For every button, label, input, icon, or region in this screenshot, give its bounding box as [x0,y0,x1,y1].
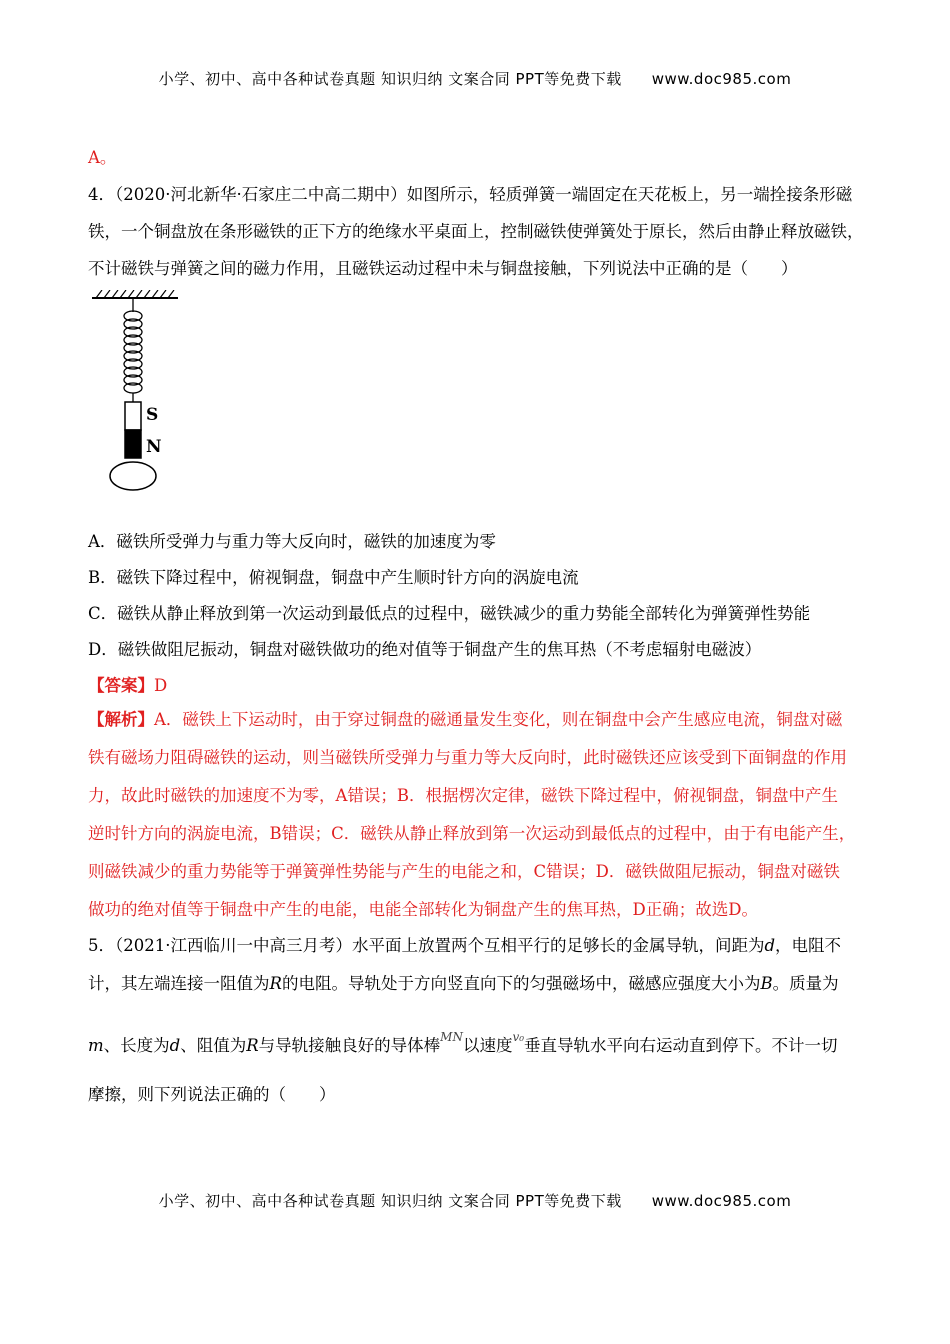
q4-option-c: C．磁铁从静止释放到第一次运动到最低点的过程中，磁铁减少的重力势能全部转化为弹簧弹性势能 [88,604,811,623]
q5-stem-line-2 [88,974,839,994]
spring-coils [124,311,142,393]
q5-symbol-v0: v₀ [512,1030,525,1044]
q5-line2-c: 。质量为 [772,974,839,993]
q5-line3-e: 垂直导轨水平向右运动直到停下。不计一切 [524,1036,838,1055]
q5-stem-line-4: 摩擦，则下列说法正确的（ ） [88,1085,336,1104]
q5-var-m: m [88,1036,104,1055]
magnet-s-pole [125,402,141,430]
page-footer [0,1190,950,1211]
header-text: 小学、初中、高中各种试卷真题 知识归纳 文案合同 PPT等免费下载 [158,70,622,88]
q4-analysis-line-2: 铁有磁场力阻碍磁铁的运动，则当磁铁所受弹力与重力等大反向时，此时磁铁还应该受到下面铜盘的作用 [88,748,847,767]
previous-answer: A。 [88,148,117,167]
q5-line1-text: 5．（2021·江西临川一中高三月考）水平面上放置两个互相平行的足够长的金属导轨，间距为 [88,936,765,955]
q4-analysis-line-5: 则磁铁减少的重力势能等于弹簧弹性势能与产生的电能之和，C错误；D．磁铁做阻尼振动，铜盘对磁铁 [88,862,840,881]
q5-line3-c: 与导轨接触良好的导体棒 [258,1036,441,1055]
page-header [0,68,950,89]
copper-disc [110,462,156,490]
q5-var-d: d [764,936,776,955]
q5-line3-a: 、长度为 [103,1036,170,1055]
q4-option-d: D．磁铁做阻尼振动，铜盘对磁铁做功的绝对值等于铜盘产生的焦耳热（不考虑辐射电磁波） [88,640,762,659]
label-s: S [146,405,159,425]
footer-url[interactable]: www.doc985.com [651,1192,792,1210]
q5-line1-tail: ，电阻不 [775,936,842,955]
analysis-text-1: A．磁铁上下运动时，由于穿过铜盘的磁通量发生变化，则在铜盘中会产生感应电流，铜盘对磁 [154,710,843,729]
q5-symbol-mn: MN [440,1030,463,1044]
q5-var-b: B [760,974,773,993]
spring-magnet-figure [90,290,200,504]
q5-line3-d: 以速度 [462,1036,513,1055]
q5-line2-b: 的电阻。导轨处于方向竖直向下的匀强磁场中，磁感应强度大小为 [281,974,761,993]
label-n: N [146,437,162,457]
header-url[interactable]: www.doc985.com [651,70,792,88]
q4-answer [88,676,167,696]
q4-stem-line-2: 铁，一个铜盘放在条形磁铁的正下方的绝缘水平桌面上，控制磁铁使弹簧处于原长，然后由静止释放磁铁， [88,222,864,241]
q4-analysis-line-6: 做功的绝对值等于铜盘中产生的电能，电能全部转化为铜盘产生的焦耳热，D正确；故选D。 [88,900,758,919]
q5-var-r: R [269,974,282,993]
magnet-n-pole [125,430,141,458]
ceiling-hatch [96,290,174,298]
q5-var-d2: d [169,1036,181,1055]
q5-line3-b: 、阻值为 [180,1036,247,1055]
q4-analysis-line-1 [88,710,842,730]
q4-option-b: B．磁铁下降过程中，俯视铜盘，铜盘中产生顺时针方向的涡旋电流 [88,568,579,587]
q5-stem-line-1 [88,936,841,956]
q4-stem-line-1: 4．（2020·河北新华·石家庄二中高二期中）如图所示，轻质弹簧一端固定在天花板上，另一端拴接条形磁 [88,185,853,204]
q5-stem-line-3 [88,1027,838,1055]
q4-stem-line-3: 不计磁铁与弹簧之间的磁力作用，且磁铁运动过程中未与铜盘接触，下列说法中正确的是（ ） [88,259,798,278]
footer-text: 小学、初中、高中各种试卷真题 知识归纳 文案合同 PPT等免费下载 [158,1192,622,1210]
q5-var-r2: R [246,1036,259,1055]
q5-line2-a: 计，其左端连接一阻值为 [88,974,270,993]
answer-label: 【答案】 [88,676,154,695]
q4-analysis-line-4: 逆时针方向的涡旋电流，B错误；C．磁铁从静止释放到第一次运动到最低点的过程中，由于有电能产生， [88,824,856,843]
analysis-label: 【解析】 [88,710,154,729]
q4-analysis-line-3: 力，故此时磁铁的加速度不为零，A错误；B．根据楞次定律，磁铁下降过程中，俯视铜盘，铜盘中产生 [88,786,839,805]
answer-value: D [154,676,168,695]
q4-option-a: A．磁铁所受弹力与重力等大反向时，磁铁的加速度为零 [88,532,496,551]
spring-magnet-diagram [90,290,200,500]
